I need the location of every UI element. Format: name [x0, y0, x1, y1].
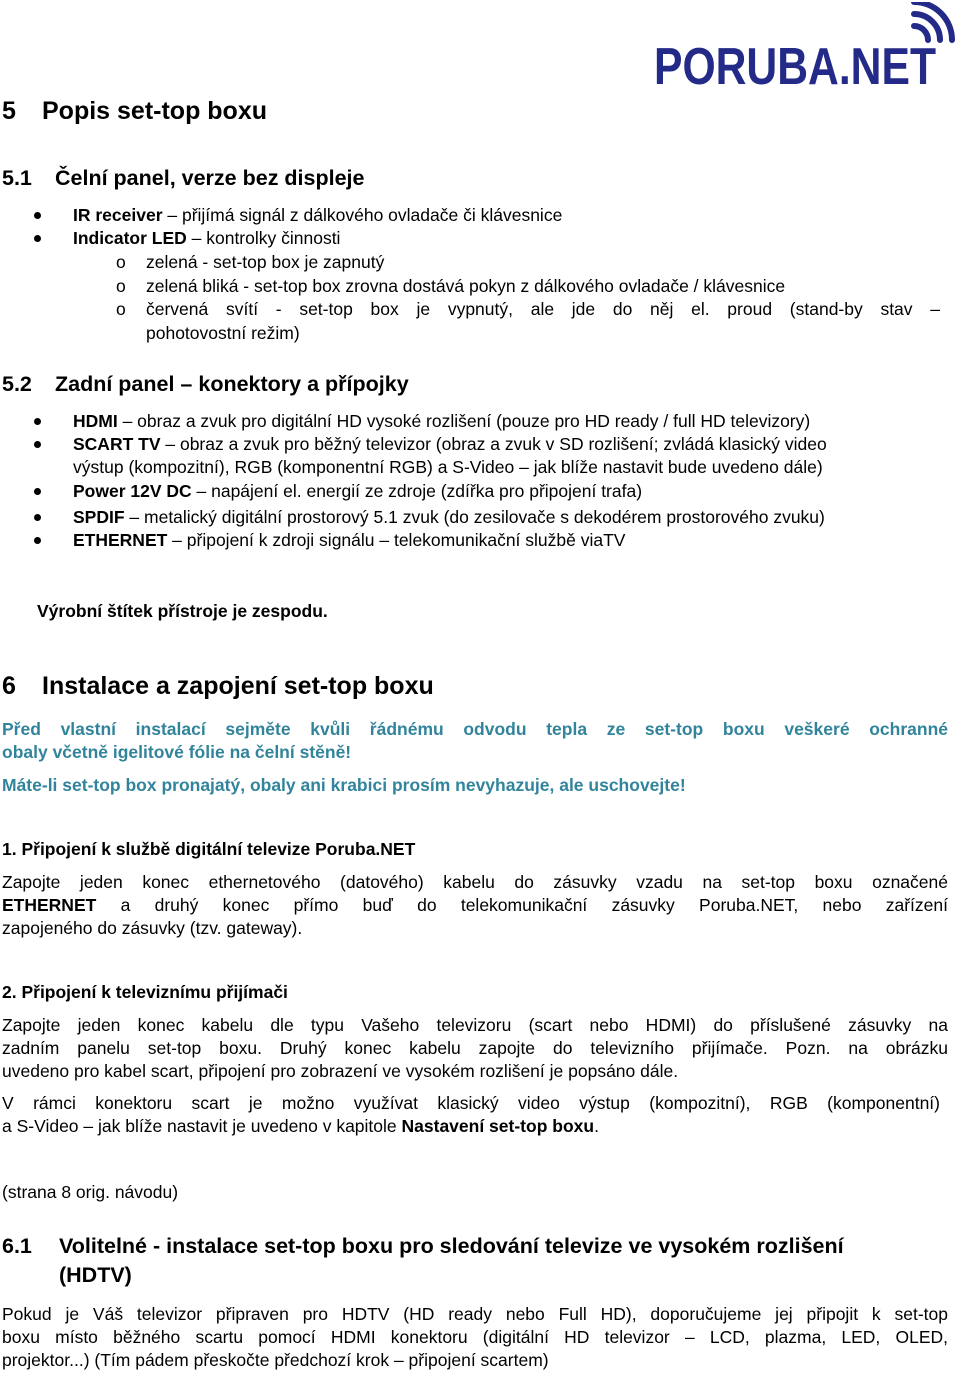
- section-title: Zadní panel – konektory a přípojky: [55, 372, 409, 396]
- page-reference: (strana 8 orig. návodu): [2, 1182, 179, 1202]
- list-item: [73, 433, 827, 455]
- paragraph-line: [2, 1115, 948, 1138]
- inline-text: a S-Video – jak blíže nastavit je uvedeno v kapitole: [2, 1116, 402, 1136]
- paragraph-line: Zapojte jeden konec kabelu dle typu Vašeho televizoru (scart nebo HDMI) do příslušené zásuvky na: [2, 1015, 948, 1035]
- item-desc: – přijímá signál z dálkového ovladače či klávesnice: [162, 205, 563, 225]
- item-desc: – obraz a zvuk pro běžný televizor (obraz a zvuk v SD rozlišení; zvládá klasický video: [160, 434, 827, 454]
- warning-line: obaly včetně igelitové fólie na čelní stěně!: [2, 742, 352, 762]
- section-title: Volitelné - instalace set-top boxu pro sledování televize ve vysokém rozlišení: [59, 1234, 844, 1258]
- circle-bullet-icon: o: [116, 299, 126, 319]
- bullet-icon: [34, 514, 41, 521]
- label-note: Výrobní štítek přístroje je zespodu.: [37, 601, 328, 621]
- item-term: SCART TV: [73, 434, 161, 454]
- wifi-arcs-icon: [914, 2, 952, 40]
- paragraph-line: zapojeného do zásuvky (tzv. gateway).: [2, 918, 303, 938]
- section-5-1-heading: [2, 166, 364, 191]
- list-item: [73, 204, 562, 226]
- item-term: SPDIF: [73, 507, 125, 527]
- poruba-net-logo: [652, 2, 958, 94]
- paragraph-line: boxu místo běžného scartu pomocí HDMI konektoru (digitální HD televizor – LCD, plazma, LED, OLED,: [2, 1327, 948, 1347]
- item-term: Power 12V DC: [73, 481, 192, 501]
- section-number: 6.1: [2, 1234, 32, 1258]
- bullet-icon: [34, 537, 41, 544]
- section-number: 5.1: [2, 166, 32, 190]
- section-6-1-heading: [2, 1234, 844, 1259]
- sub-list-item: červená svítí - set-top box je vypnutý, ale jde do něj el. proud (stand-by stav –: [146, 299, 940, 319]
- item-desc: – obraz a zvuk pro digitální HD vysoké rozlišení (pouze pro HD ready / full HD televizory): [117, 411, 811, 431]
- step-2-title: 2. Připojení k televiznímu přijímači: [2, 982, 288, 1002]
- paragraph-line: zadním panelu set-top boxu. Druhý konec kabelu zapojte do televizního přijímače. Pozn. na obrázku: [2, 1038, 948, 1058]
- paragraph-line: V rámci konektoru scart je možno využívat klasický video výstup (kompozitní), RGB (komponentní): [2, 1093, 940, 1113]
- paragraph-line: projektor...) (Tím pádem přeskočte předchozí krok – připojení scartem): [2, 1350, 549, 1370]
- item-desc: – metalický digitální prostorový 5.1 zvuk (do zesilovače s dekodérem prostorového zvuku): [124, 507, 825, 527]
- sub-list-item: zelená - set-top box je zapnutý: [146, 252, 385, 272]
- list-item: [73, 506, 825, 528]
- item-desc: – připojení k zdroji signálu – telekomunikační službě viaTV: [167, 530, 626, 550]
- item-term: ETHERNET: [73, 530, 168, 550]
- list-item: [73, 480, 642, 502]
- logo-text: PORUBA.NET: [654, 38, 937, 94]
- section-6-heading: [2, 672, 434, 701]
- step-1-title: 1. Připojení k službě digitální televize Poruba.NET: [2, 839, 416, 859]
- item-term: IR receiver: [73, 205, 163, 225]
- warning-line: Máte-li set-top box pronajatý, obaly ani krabici prosím nevyhazuje, ale uschovejte!: [2, 775, 686, 795]
- section-title: Popis set-top boxu: [42, 97, 267, 125]
- section-5-heading: [2, 97, 267, 126]
- bullet-icon: [34, 488, 41, 495]
- list-item: [73, 410, 810, 432]
- paragraph-line: Zapojte jeden konec ethernetového (datového) kabelu do zásuvky vzadu na set-top boxu označené: [2, 872, 948, 892]
- section-title-cont: (HDTV): [59, 1263, 132, 1287]
- section-title: Instalace a zapojení set-top boxu: [42, 672, 434, 700]
- sub-list-item: zelená bliká - set-top box zrovna dostává pokyn z dálkového ovladače / klávesnice: [146, 276, 786, 296]
- circle-bullet-icon: o: [116, 252, 126, 272]
- section-title: Čelní panel, verze bez displeje: [55, 166, 365, 190]
- sub-list-item-cont: pohotovostní režim): [146, 323, 300, 343]
- item-term: Indicator LED: [73, 228, 187, 248]
- bullet-icon: [34, 441, 41, 448]
- paragraph-line: uvedeno pro kabel scart, připojení pro zobrazení ve vysokém rozlišení je popsáno dále.: [2, 1061, 679, 1081]
- section-number: 5.2: [2, 372, 32, 396]
- inline-text: .: [594, 1116, 599, 1136]
- list-item-cont: výstup (kompozitní), RGB (komponentní RGB) a S-Video – jak blíže nastavit bude uvedeno dále): [73, 457, 823, 477]
- inline-text: a druhý konec přímo buď do telekomunikační zásuvky Poruba.NET, nebo zařízení: [96, 895, 948, 915]
- paragraph-line: [2, 894, 948, 917]
- inline-bold: Nastavení set-top boxu: [401, 1116, 595, 1136]
- list-item: [73, 227, 340, 249]
- section-number: 5: [2, 97, 16, 125]
- bullet-icon: [34, 212, 41, 219]
- item-term: HDMI: [73, 411, 118, 431]
- bullet-icon: [34, 235, 41, 242]
- warning-line: Před vlastní instalací sejměte kvůli řádnému odvodu tepla ze set-top boxu veškeré ochranné: [2, 719, 948, 739]
- circle-bullet-icon: o: [116, 276, 126, 296]
- section-number: 6: [2, 672, 16, 700]
- item-desc: – napájení el. energií ze zdroje (zdířka pro připojení trafa): [191, 481, 643, 501]
- section-5-2-heading: [2, 372, 409, 397]
- list-item: [73, 529, 625, 551]
- inline-bold: ETHERNET: [2, 895, 97, 915]
- item-desc: – kontrolky činnosti: [186, 228, 341, 248]
- bullet-icon: [34, 418, 41, 425]
- paragraph-line: Pokud je Váš televizor připraven pro HDTV (HD ready nebo Full HD), doporučujeme jej připojit k set-top: [2, 1304, 948, 1324]
